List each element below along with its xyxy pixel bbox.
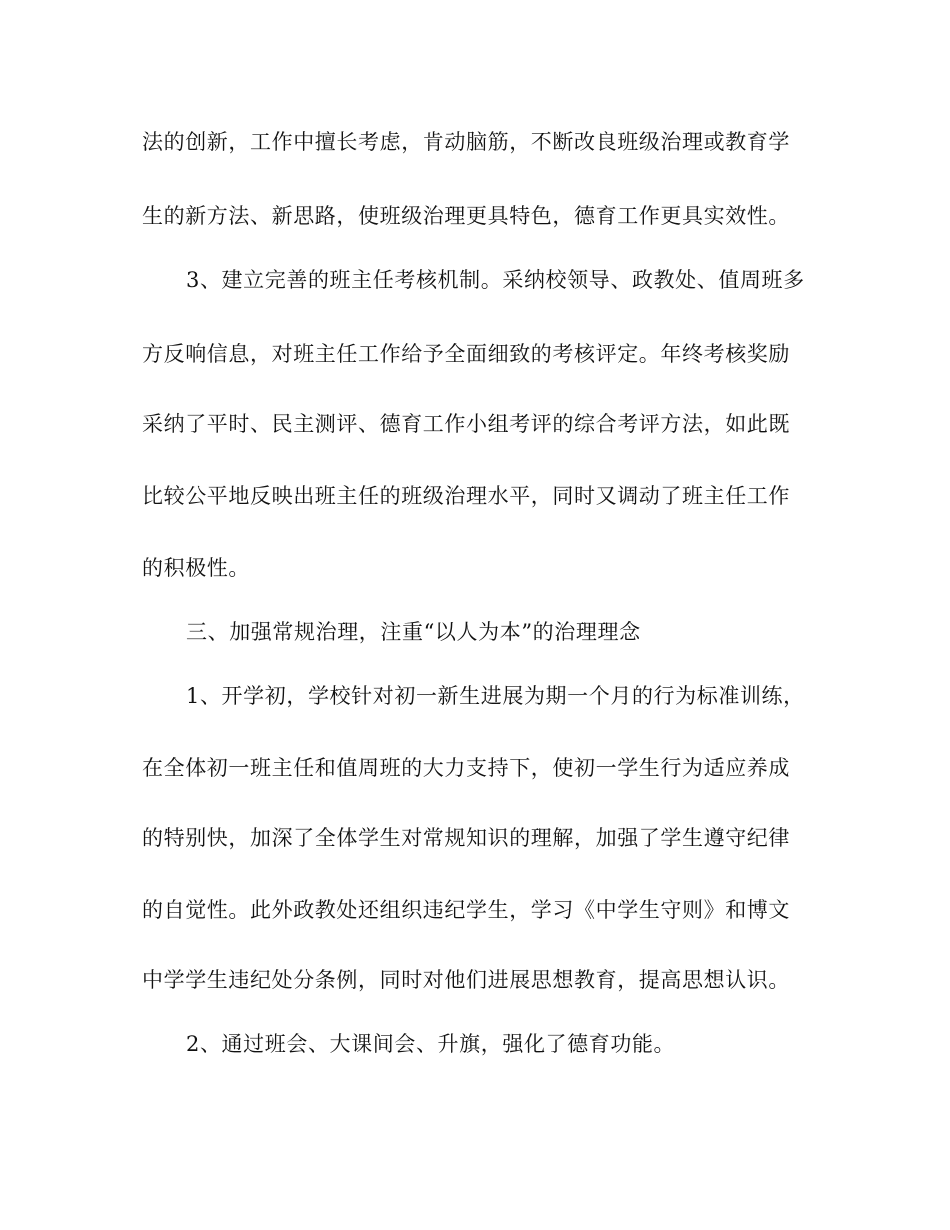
paragraph-line: 中学学生违纪处分条例，同时对他们进展思想教育，提高思想认识。 xyxy=(142,968,790,992)
paragraph-line: 方反响信息，对班主任工作给予全面细致的考核评定。年终考核奖励 xyxy=(142,342,790,366)
paragraph-line: 1、开学初，学校针对初一新生进展为期一个月的行为标准训练， xyxy=(186,684,805,708)
paragraph-line: 3、建立完善的班主任考核机制。采纳校领导、政教处、值周班多 xyxy=(186,268,805,292)
paragraph-line: 生的新方法、新思路，使班级治理更具特色，德育工作更具实效性。 xyxy=(142,204,790,228)
paragraph-line: 法的创新，工作中擅长考虑，肯动脑筋，不断改良班级治理或教育学 xyxy=(142,130,790,154)
paragraph-line: 2、通过班会、大课间会、升旗，强化了德育功能。 xyxy=(186,1032,676,1056)
paragraph-line: 的积极性。 xyxy=(142,556,250,580)
section-heading: 三、加强常规治理，注重“以人为本”的治理理念 xyxy=(186,620,641,644)
paragraph-line: 的特别快，加深了全体学生对常规知识的理解，加强了学生遵守纪律 xyxy=(142,826,790,850)
paragraph-line: 在全体初一班主任和值周班的大力支持下，使初一学生行为适应养成 xyxy=(142,756,790,780)
paragraph-line: 采纳了平时、民主测评、德育工作小组考评的综合考评方法，如此既 xyxy=(142,412,790,436)
paragraph-line: 比较公平地反映出班主任的班级治理水平，同时又调动了班主任工作 xyxy=(142,484,790,508)
paragraph-line: 的自觉性。此外政教处还组织违纪学生，学习《中学生守则》和博文 xyxy=(142,898,790,922)
